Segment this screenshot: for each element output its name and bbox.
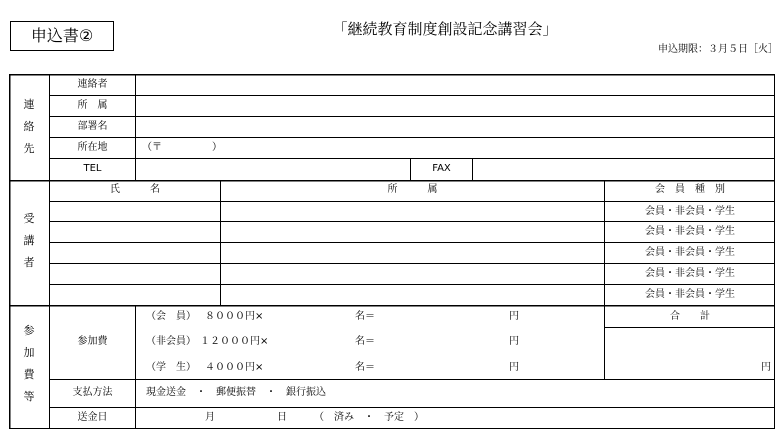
application-deadline: 申込期限：３月５日［火］ [658, 44, 778, 55]
fee-yen-student: 円 [509, 362, 519, 373]
member-type-option[interactable]: 会員・非会員・学生 [645, 289, 735, 300]
payment-method-label: 支払方法 [72, 387, 113, 398]
affiliation-label: 所 属 [77, 100, 108, 111]
fee-price-nonmember: １２０００円× [200, 336, 269, 347]
fee-yen-nonmember: 円 [509, 336, 519, 347]
fee-count-nonmember: 名＝ [355, 336, 375, 347]
tel-field[interactable] [136, 159, 410, 180]
department-field[interactable] [136, 117, 775, 137]
contact-person-label: 連絡者 [77, 79, 108, 90]
member-type-header: 会 員 種 別 [655, 184, 725, 195]
attendee-name-header: 氏 名 [110, 184, 160, 195]
department-label: 部署名 [77, 121, 108, 132]
fee-category-member: （会 員） [146, 311, 196, 322]
form-label-box [10, 21, 114, 51]
send-status-options[interactable]: （ 済み ・ 予定 ） [314, 412, 424, 423]
affiliation-field[interactable] [136, 96, 775, 116]
contact-person-field[interactable] [136, 74, 775, 95]
attendee-affiliation-header: 所 属 [387, 184, 438, 195]
fee-count-student: 名＝ [355, 362, 375, 373]
total-label: 合 計 [670, 311, 710, 322]
fee-label: 参加費 [77, 336, 108, 347]
member-type-option[interactable]: 会員・非会員・学生 [645, 268, 735, 279]
tel-label: TEL [83, 163, 102, 174]
address-label: 所在地 [77, 142, 108, 153]
fax-field[interactable] [473, 159, 775, 180]
total-yen[interactable]: 円 [761, 362, 771, 373]
send-date-label: 送金日 [77, 412, 108, 423]
postal-code-field[interactable]: （〒 ） [142, 142, 222, 153]
send-month[interactable]: 月 [205, 412, 215, 423]
member-type-option[interactable]: 会員・非会員・学生 [645, 206, 735, 217]
send-day[interactable]: 日 [277, 412, 287, 423]
fee-section-label: 参 加 費 等 [23, 324, 35, 403]
payment-method-options[interactable]: 現金送金 ・ 郵便振替 ・ 銀行振込 [146, 387, 326, 398]
fee-price-member: ８０００円× [205, 311, 264, 322]
attendee-section-label: 受 講 者 [23, 212, 35, 269]
member-type-option[interactable]: 会員・非会員・学生 [645, 247, 735, 258]
fee-yen-member: 円 [509, 311, 519, 322]
fee-count-member: 名＝ [355, 311, 375, 322]
fee-price-student: ４０００円× [205, 362, 264, 373]
application-form-table [9, 74, 775, 429]
fee-category-student: （学 生） [146, 362, 196, 373]
fee-category-nonmember: （非会員） [146, 336, 196, 347]
fax-label: FAX [432, 163, 451, 174]
member-type-option[interactable]: 会員・非会員・学生 [645, 226, 735, 237]
document-title: 「継続教育制度創設記念講習会」 [332, 20, 558, 38]
contact-section-label: 連 絡 先 [23, 98, 35, 155]
form-label: 申込書② [30, 26, 94, 45]
